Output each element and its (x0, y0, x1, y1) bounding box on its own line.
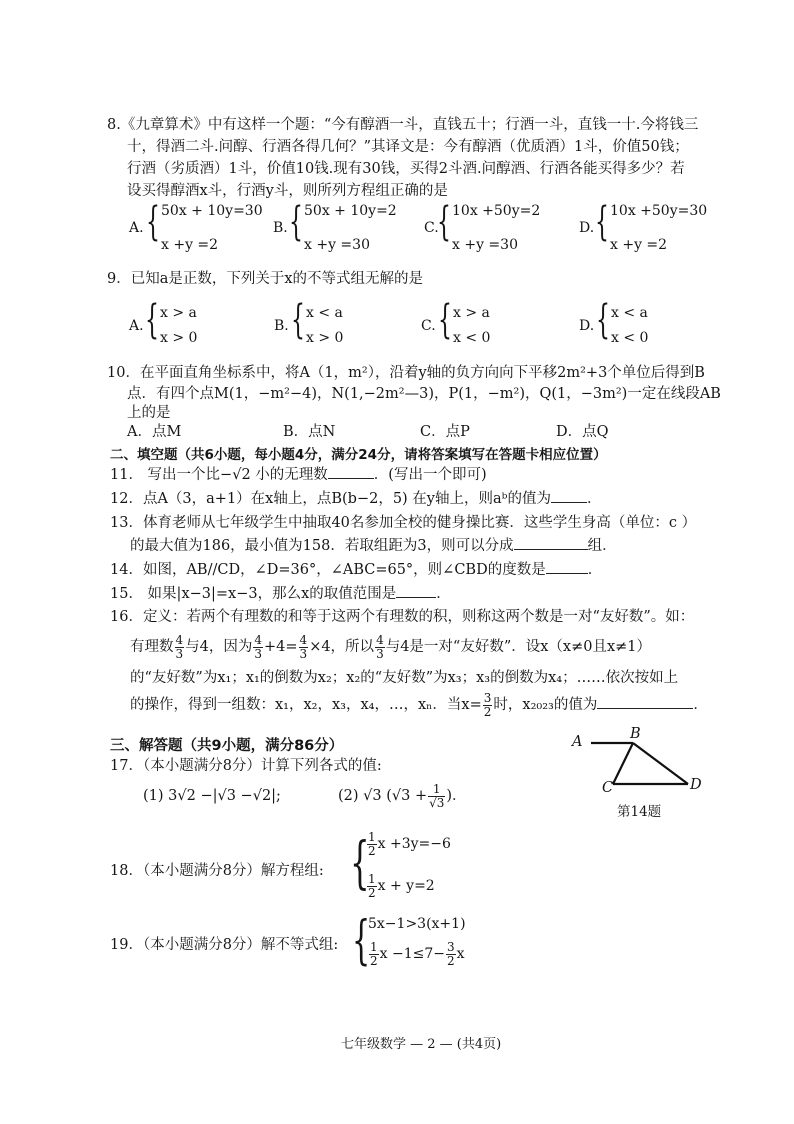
q10-option-c: C．点P (420, 424, 470, 440)
denominator: √3 (429, 795, 445, 810)
q9-stem: 9．已知a是正数，下列关于x的不等式组无解的是 (107, 271, 424, 287)
q13-line-1: 13．体育老师从七年级学生中抽取40名参加全校的健身操比赛．这些学生身高（单位：c ） (110, 515, 697, 531)
equation: 10x +50y=2 (452, 203, 541, 219)
q17-part-2 (338, 781, 467, 811)
q15 (110, 585, 451, 603)
q10-line-3: 上的是 (127, 405, 171, 421)
inequality: x < 0 (453, 330, 491, 346)
q19-inequality-2 (368, 940, 465, 968)
q14 (110, 561, 602, 579)
figure-label-c: C (602, 780, 614, 796)
option-label: A. (129, 318, 144, 334)
q14-suffix: ． (587, 562, 603, 578)
q16-line-4: 的操作，得到一组数：x₁，x₂，x₃，x₄，…，xₙ．当x= $\frac{3}{2}$ 时，x₂₀₂₃的值为 ． (130, 690, 708, 719)
denominator: 2 (368, 843, 376, 858)
q12-suffix: ． (586, 491, 602, 507)
figure-caption: 第14题 (617, 804, 662, 820)
inequality: x > a (453, 305, 490, 321)
q15-text: 15． 如果|x−3|=x−3，那么x的取值范围是 (110, 586, 397, 602)
q8-line-4: 设买得醇酒x斗，行酒y斗，则所列方程组正确的是 (127, 183, 448, 199)
q17-part-1: (1) 3√2 −|√3 −√2|; (143, 788, 281, 804)
equation: 50x + 10y=30 (161, 203, 263, 219)
equation: x +y =30 (304, 237, 370, 253)
option-label: C. (421, 318, 436, 334)
fraction-one-half (367, 873, 377, 900)
denominator: 3 (254, 646, 263, 661)
numerator: 4 (254, 632, 263, 647)
q10-option-a: A．点M (127, 424, 182, 440)
answer-blank (396, 597, 436, 598)
equation: x +y =30 (452, 237, 518, 253)
fraction-three-halves (446, 941, 456, 968)
denominator: 2 (368, 885, 376, 900)
numerator: 3 (483, 690, 492, 705)
inequality: x > a (160, 305, 197, 321)
figure-label-b: B (630, 726, 641, 742)
q8-line-3: 行酒（劣质酒）1斗，价值10钱.现有30钱，买得2斗酒.问醇酒、行酒各能买得多少？若 (127, 161, 685, 177)
denominator: 2 (447, 953, 455, 968)
fraction-four-thirds (375, 634, 385, 661)
q16-text: 与4是一对“友好数”．设x（x≠0且x≠1） (385, 639, 652, 655)
inequality: x < 0 (611, 330, 649, 346)
q12 (110, 490, 601, 508)
inequality-text: x (456, 946, 465, 962)
q18-equation-1 (366, 830, 451, 858)
inequality-text: x −1≤7− (379, 946, 445, 962)
q16-text: 与4，因为 (185, 639, 253, 655)
q8-line-1: 8.《九章算术》中有这样一个题：“今有醇酒一斗，直钱五十；行酒一斗，直钱一十.今将钱三 (107, 117, 699, 133)
q18-equation-2 (366, 872, 435, 900)
q14-text: 14．如图，AB//CD，∠D=36°，∠ABC=65°，则∠CBD的度数是 (110, 562, 546, 578)
option-label: D. (579, 318, 595, 334)
brace: { (438, 297, 452, 343)
brace: { (145, 297, 159, 343)
segment-bd (633, 743, 688, 784)
option-label: A. (129, 220, 144, 236)
option-label: B. (274, 318, 289, 334)
section-2-heading: 二、填空题（共6小题，每小题4分，满分24分，请将答案填写在答题卡相应位置） (110, 447, 607, 463)
inequality: x < a (611, 305, 648, 321)
inequality: x < a (306, 305, 343, 321)
denominator: 3 (299, 646, 308, 661)
numerator: 3 (447, 939, 455, 954)
section-3-heading: 三、解答题（共9小题，满分86分） (110, 738, 344, 754)
segment-bc (613, 743, 633, 784)
brace: { (437, 199, 451, 245)
equation: 50x + 10y=2 (304, 203, 397, 219)
q16-text: 有理数 (130, 639, 174, 655)
answer-blank (328, 478, 374, 479)
q8-line-2: 十，得酒二斗.问醇、行酒各得几何？”其译文是：今有醇酒（优质酒）1斗，价值50钱； (127, 139, 689, 155)
figure-label-d: D (690, 777, 702, 793)
option-label: B. (273, 220, 288, 236)
option-label: C. (424, 220, 439, 236)
numerator: 4 (299, 632, 308, 647)
equation-text: x + y=2 (377, 878, 435, 894)
numerator: 4 (376, 632, 384, 647)
equation-text: x +3y=−6 (377, 836, 451, 852)
fraction-one-over-root3 (428, 783, 445, 810)
q11-suffix: ．(写出一个即可) (373, 467, 487, 483)
q11-text: 11． 写出一个比−√2 小的无理数 (110, 467, 328, 483)
q16-line-3: 的“友好数”为x₁；x₁的倒数为x₂；x₂的“友好数”为x₃；x₃的倒数为x₄；……依次按如上 (130, 670, 679, 686)
fraction-four-thirds (175, 634, 185, 661)
q18-stem: 18．（本小题满分8分）解方程组: (110, 863, 324, 879)
numerator: 1 (368, 829, 376, 844)
brace: { (291, 297, 305, 343)
answer-blank (597, 708, 693, 709)
fraction-four-thirds (299, 634, 309, 661)
fraction-one-half (367, 831, 377, 858)
equation: 10x +50y=30 (610, 203, 708, 219)
answer-blank (546, 573, 588, 574)
numerator: 4 (175, 632, 184, 647)
denominator: 3 (175, 646, 184, 661)
answer-blank (514, 549, 588, 550)
fraction-four-thirds (253, 634, 263, 661)
q17-stem: 17．（本小题满分8分）计算下列各式的值: (110, 758, 382, 774)
option-label: D. (579, 220, 595, 236)
equation: x +y =2 (610, 237, 668, 253)
q13-suffix: 组． (587, 538, 617, 554)
q15-suffix: ． (436, 586, 451, 602)
brace: { (596, 297, 610, 343)
denominator: 2 (483, 704, 492, 719)
q10-line-1: 10．在平面直角坐标系中，将A（1，m²），沿着y轴的负方向向下平移2m²+3个单位后得到B (107, 365, 705, 381)
fraction-one-half (369, 941, 379, 968)
brace: { (146, 199, 160, 245)
q16-text: ×4，所以 (309, 639, 375, 655)
q19-stem: 19．（本小题满分8分）解不等式组: (110, 937, 339, 953)
equation: x +y =2 (161, 237, 219, 253)
q12-text: 12．点A（3，a+1）在x轴上，点B(b−2，5) 在y轴上，则aᵇ的值为 (110, 491, 551, 507)
figure-label-a: A (572, 734, 583, 750)
denominator: 3 (376, 646, 384, 661)
fraction-three-halves (483, 692, 493, 719)
q16-line-1: 16．定义：若两个有理数的和等于这两个有理数的积，则称这两个数是一对“友好数”。如： (110, 609, 695, 625)
brace: { (289, 199, 303, 245)
q16-text: 的操作，得到一组数：x₁，x₂，x₃，x₄，…，xₙ．当x= (130, 697, 482, 713)
q13-line-2 (130, 537, 617, 555)
q16-line-2 (130, 632, 651, 662)
numerator: 1 (428, 783, 445, 797)
q13-text: 的最大值为186，最小值为158．若取组距为3，则可以分成 (130, 538, 514, 554)
brace: { (595, 199, 609, 245)
numerator: 1 (370, 939, 378, 954)
inequality: x > 0 (306, 330, 344, 346)
brace: { (352, 911, 371, 971)
brace: { (350, 831, 370, 896)
inequality: x > 0 (160, 330, 198, 346)
page-footer: 七年级数学 — 2 — (共4页) (341, 1037, 502, 1052)
q16-text: +4= (264, 639, 298, 655)
q17-text: )． (446, 788, 467, 804)
q10-option-b: B．点N (283, 424, 336, 440)
denominator: 2 (370, 953, 378, 968)
numerator: 1 (368, 871, 376, 886)
q19-inequality-1: 5x−1>3(x+1) (368, 916, 466, 932)
q10-option-d: D．点Q (556, 424, 609, 440)
answer-blank (551, 502, 587, 503)
q11 (110, 466, 487, 484)
q10-line-2: 点．有四个点M(1，−m²−4)，N(1,−2m²—3)，P(1，−m²)，Q(1，−3m²)一定在线段AB (127, 386, 721, 402)
q17-text: (2) √3 (√3 + (338, 788, 428, 804)
q16-text: 时，x₂₀₂₃的值为 (493, 697, 598, 713)
